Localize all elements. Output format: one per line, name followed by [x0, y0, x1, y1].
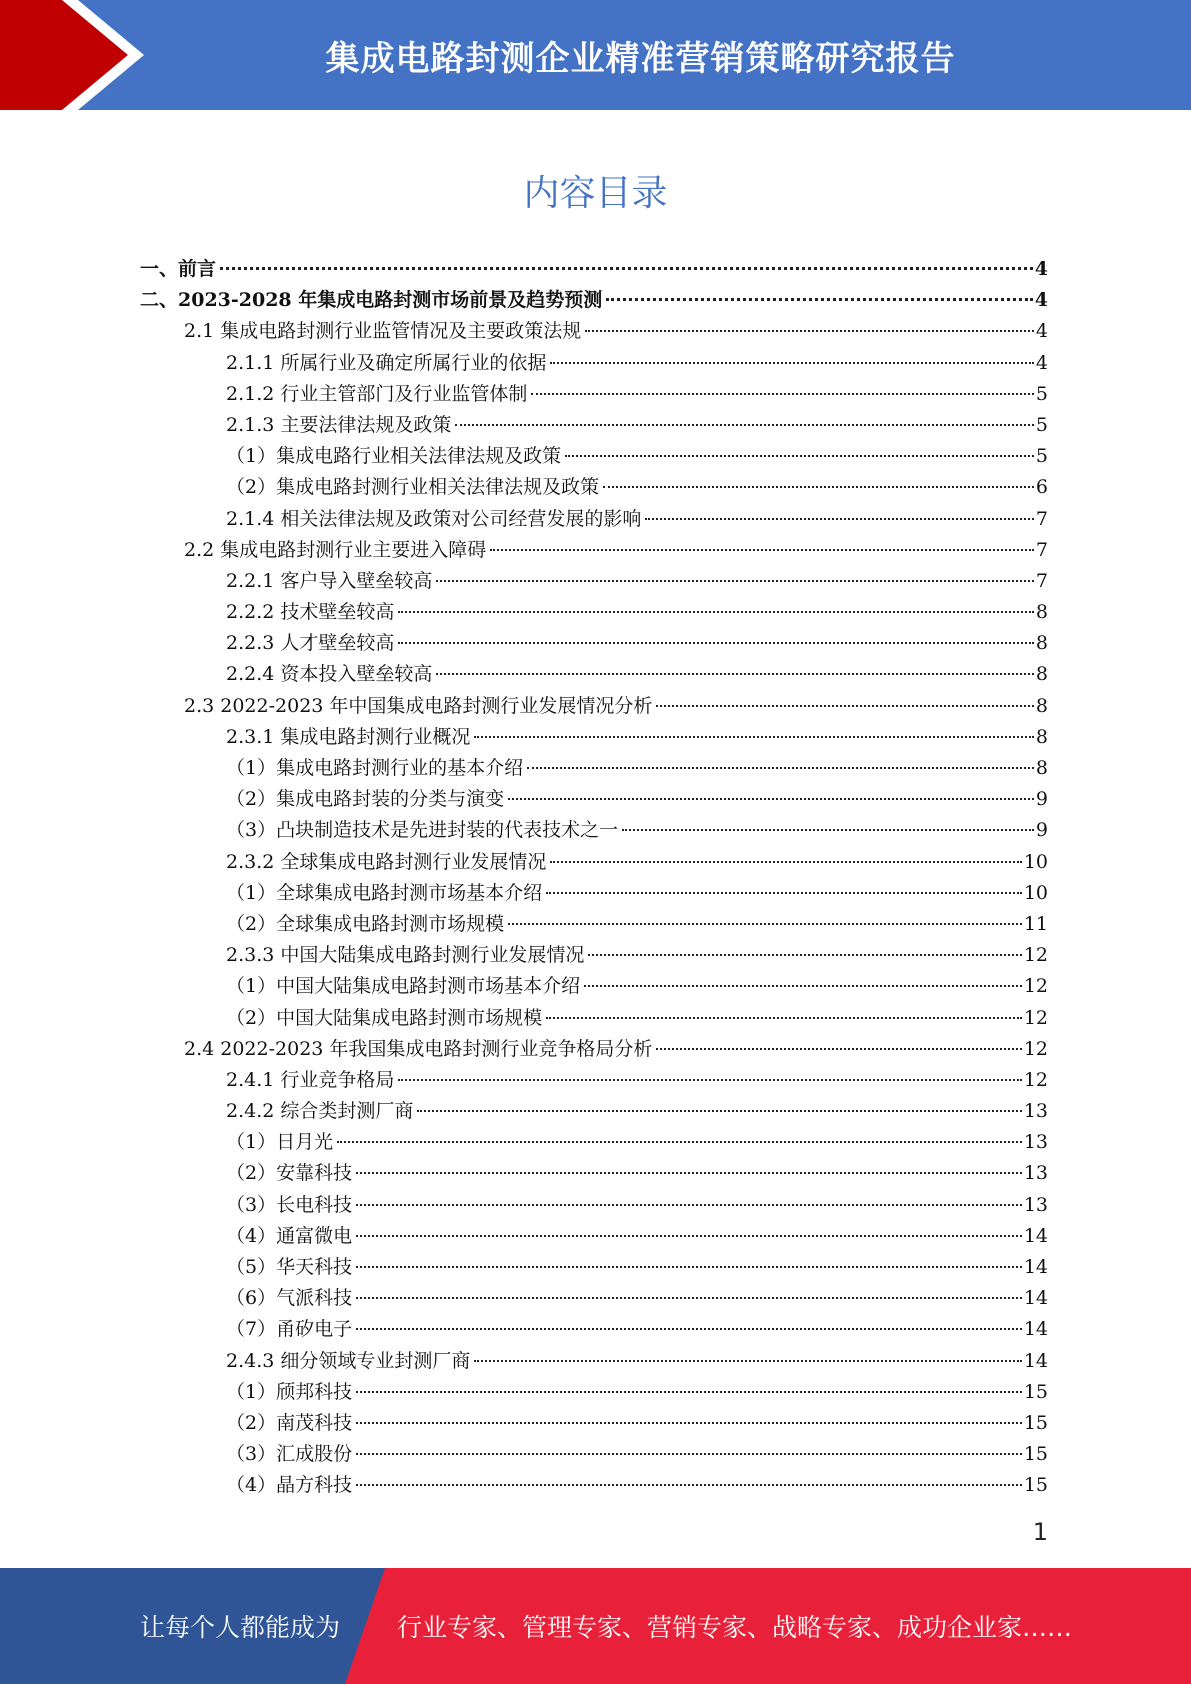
toc-entry-page: 14	[1023, 1256, 1048, 1278]
toc-dot-leader	[455, 424, 1034, 426]
toc-entry-title: 2.1.3 主要法律法规及政策	[226, 413, 452, 436]
toc-entry[interactable]	[140, 1096, 1048, 1127]
toc-dot-leader	[588, 954, 1021, 956]
toc-entry[interactable]	[140, 722, 1048, 753]
toc-entry[interactable]	[140, 254, 1048, 285]
toc-entry[interactable]	[140, 1127, 1048, 1158]
toc-entry[interactable]	[140, 1158, 1048, 1189]
toc-entry-title: 2.3.1 集成电路封测行业概况	[226, 725, 471, 748]
toc-entry[interactable]	[140, 1003, 1048, 1034]
toc-entry-page: 5	[1035, 445, 1048, 468]
toc-dot-leader	[398, 611, 1034, 613]
toc-entry-page: 14	[1023, 1318, 1048, 1341]
toc-dot-leader	[356, 1484, 1022, 1486]
toc-entry[interactable]	[140, 1065, 1048, 1096]
toc-entry[interactable]	[140, 566, 1048, 597]
toc-dot-leader	[356, 1204, 1022, 1206]
toc-dot-leader	[356, 1422, 1022, 1424]
toc-entry-page: 4	[1035, 351, 1048, 374]
toc-entry[interactable]	[140, 628, 1048, 659]
toc-entry-page: 8	[1035, 725, 1048, 748]
toc-entry[interactable]	[140, 535, 1048, 566]
toc-entry[interactable]	[140, 815, 1048, 846]
toc-entry-title: 2.2.1 客户导入壁垒较高	[226, 569, 433, 592]
report-title: 集成电路封测企业精准营销策略研究报告	[325, 38, 956, 79]
toc-dot-leader	[546, 892, 1022, 894]
toc-entry[interactable]	[140, 597, 1048, 628]
toc-dot-leader	[550, 861, 1021, 863]
toc-dot-leader	[585, 330, 1034, 332]
footer-slogan-left: 让每个人都能成为	[140, 1613, 341, 1642]
toc-entry-page: 9	[1035, 819, 1048, 842]
toc-entry-title: （2）集成电路封装的分类与演变	[226, 788, 505, 811]
toc-entry-page: 8	[1035, 601, 1048, 624]
toc-dot-leader	[531, 393, 1034, 395]
toc-entry-title: （2）安靠科技	[226, 1162, 353, 1185]
toc-dot-leader	[546, 1017, 1022, 1019]
toc-entry-title: 2.2.2 技术壁垒较高	[226, 601, 395, 624]
toc-dot-leader	[398, 1079, 1021, 1081]
toc-entry-title: 2.3.3 中国大陆集成电路封测行业发展情况	[226, 944, 585, 967]
toc-entry-title: （2）中国大陆集成电路封测市场规模	[226, 1006, 543, 1029]
toc-entry[interactable]	[140, 1034, 1048, 1065]
toc-entry-page: 15	[1023, 1380, 1048, 1403]
toc-dot-leader	[550, 362, 1034, 364]
toc-entry-page: 13	[1023, 1162, 1048, 1185]
toc-entry[interactable]	[140, 1252, 1048, 1283]
toc-entry[interactable]	[140, 1377, 1048, 1408]
toc-entry-title: 2.4.1 行业竞争格局	[226, 1068, 395, 1091]
toc-dot-leader	[356, 1172, 1022, 1174]
toc-dot-leader	[606, 298, 1033, 301]
toc-entry[interactable]	[140, 316, 1048, 347]
toc-dot-leader	[622, 829, 1034, 831]
toc-entry[interactable]	[140, 285, 1048, 316]
footer-slogan-right: 行业专家、管理专家、营销专家、战略专家、成功企业家……	[397, 1613, 1073, 1642]
toc-entry-title: 2.1 集成电路封测行业监管情况及主要政策法规	[184, 320, 582, 343]
toc-entry-page: 15	[1023, 1443, 1048, 1466]
toc-dot-leader	[565, 455, 1034, 457]
toc-entry-page: 7	[1035, 538, 1048, 561]
toc-entry-title: 2.3 2022-2023 年中国集成电路封测行业发展情况分析	[184, 694, 653, 717]
toc-entry-title: （1）日月光	[226, 1131, 334, 1154]
toc-dot-leader	[584, 985, 1022, 987]
toc-entry[interactable]	[140, 1346, 1048, 1377]
toc-entry[interactable]	[140, 348, 1048, 379]
toc-entry-title: （5）华天科技	[226, 1256, 353, 1278]
toc-entry[interactable]	[140, 847, 1048, 878]
toc-entry-title: 2.2 集成电路封测行业主要进入障碍	[184, 538, 487, 561]
toc-entry-page: 8	[1035, 757, 1048, 779]
toc-entry-page: 14	[1023, 1287, 1048, 1310]
toc-entry[interactable]	[140, 940, 1048, 971]
toc-entry[interactable]	[140, 659, 1048, 690]
footer-banner	[0, 1568, 1191, 1684]
toc-entry-title: 2.4 2022-2023 年我国集成电路封测行业竞争格局分析	[184, 1037, 653, 1060]
toc-dot-leader	[356, 1391, 1022, 1393]
toc-entry[interactable]	[140, 691, 1048, 722]
toc-entry-page: 6	[1035, 476, 1048, 499]
toc-entry[interactable]	[140, 909, 1048, 940]
toc-entry[interactable]	[140, 1314, 1048, 1345]
toc-entry[interactable]	[140, 379, 1048, 410]
toc-dot-leader	[436, 673, 1034, 675]
toc-dot-leader	[656, 705, 1033, 707]
toc-entry-title: （1）全球集成电路封测市场基本介绍	[226, 881, 543, 904]
toc-entry-page: 10	[1023, 850, 1048, 873]
toc-dot-leader	[356, 1453, 1022, 1455]
toc-entry-title: 一、前言	[140, 258, 217, 280]
toc-entry-page: 8	[1035, 632, 1048, 655]
toc-dot-leader	[356, 1235, 1022, 1237]
toc-entry[interactable]	[140, 472, 1048, 503]
toc-entry-page: 5	[1035, 382, 1048, 405]
toc-entry-page: 15	[1023, 1411, 1048, 1434]
toc-entry[interactable]	[140, 1283, 1048, 1314]
toc-dot-leader	[474, 1360, 1021, 1362]
toc-entry[interactable]	[140, 1190, 1048, 1221]
toc-dot-leader	[417, 1110, 1021, 1112]
toc-entry-title: （1）中国大陆集成电路封测市场基本介绍	[226, 975, 581, 998]
toc-entry-title: （2）南茂科技	[226, 1411, 353, 1434]
toc-entry-page: 12	[1023, 1037, 1048, 1060]
toc-entry-page: 13	[1023, 1193, 1048, 1216]
toc-dot-leader	[603, 486, 1034, 488]
toc-dot-leader	[356, 1328, 1022, 1330]
toc-entry-title: 2.2.3 人才壁垒较高	[226, 632, 395, 655]
table-of-contents	[140, 254, 1048, 1502]
toc-entry-title: 2.4.2 综合类封测厂商	[226, 1100, 414, 1123]
toc-entry-title: （3）汇成股份	[226, 1443, 353, 1466]
toc-entry-title: （1）集成电路封测行业的基本介绍	[226, 757, 524, 779]
toc-entry-title: （2）集成电路封测行业相关法律法规及政策	[226, 476, 600, 499]
toc-entry-title: （3）长电科技	[226, 1193, 353, 1216]
toc-entry[interactable]	[140, 1439, 1048, 1470]
toc-entry-title: 2.1.2 行业主管部门及行业监管体制	[226, 382, 528, 405]
toc-dot-leader	[508, 923, 1022, 925]
toc-entry-title: （3）凸块制造技术是先进封装的代表技术之一	[226, 819, 619, 842]
toc-entry[interactable]	[140, 504, 1048, 535]
chevron-arrow-icon	[0, 0, 160, 110]
toc-entry[interactable]	[140, 1221, 1048, 1252]
toc-entry-page: 13	[1023, 1131, 1048, 1154]
toc-dot-leader	[337, 1141, 1022, 1143]
toc-dot-leader	[436, 580, 1034, 582]
toc-entry-title: 2.1.1 所属行业及确定所属行业的依据	[226, 351, 547, 374]
toc-dot-leader	[645, 518, 1034, 520]
toc-entry[interactable]	[140, 878, 1048, 909]
report-header	[0, 0, 1191, 110]
toc-entry-page: 4	[1034, 258, 1048, 280]
toc-entry-title: （4）晶方科技	[226, 1474, 353, 1497]
toc-title: 内容目录	[523, 173, 668, 214]
toc-entry-title: 2.2.4 资本投入壁垒较高	[226, 663, 433, 686]
toc-entry[interactable]	[140, 753, 1048, 784]
toc-entry-title: 2.4.3 细分领域专业封测厂商	[226, 1349, 471, 1372]
toc-entry-page: 14	[1023, 1349, 1048, 1372]
toc-entry[interactable]	[140, 1408, 1048, 1439]
toc-entry-page: 14	[1023, 1224, 1048, 1247]
toc-dot-leader	[356, 1266, 1022, 1268]
toc-entry-page: 10	[1023, 881, 1048, 904]
toc-entry-page: 12	[1023, 944, 1048, 967]
toc-dot-leader	[398, 642, 1034, 644]
toc-entry-title: （7）甬矽电子	[226, 1318, 353, 1341]
toc-entry-title: 二、2023-2028 年集成电路封测市场前景及趋势预测	[140, 289, 603, 312]
toc-dot-leader	[490, 549, 1034, 551]
toc-entry-page: 12	[1023, 1006, 1048, 1029]
toc-entry[interactable]	[140, 1470, 1048, 1501]
toc-entry-page: 9	[1035, 788, 1048, 811]
toc-entry-title: （6）气派科技	[226, 1287, 353, 1310]
toc-dot-leader	[508, 798, 1034, 800]
toc-entry-page: 13	[1023, 1100, 1048, 1123]
toc-entry-page: 7	[1035, 507, 1048, 530]
toc-entry[interactable]	[140, 410, 1048, 441]
toc-entry-page: 11	[1023, 912, 1048, 935]
toc-entry[interactable]	[140, 441, 1048, 472]
toc-entry-page: 4	[1034, 289, 1048, 312]
toc-entry-title: 2.3.2 全球集成电路封测行业发展情况	[226, 850, 547, 873]
toc-entry-page: 8	[1035, 694, 1048, 717]
toc-entry-title: （1）集成电路行业相关法律法规及政策	[226, 445, 562, 468]
toc-entry-page: 12	[1023, 975, 1048, 998]
toc-dot-leader	[474, 736, 1034, 738]
toc-entry-title: 2.1.4 相关法律法规及政策对公司经营发展的影响	[226, 507, 642, 530]
toc-dot-leader	[527, 767, 1034, 769]
toc-entry[interactable]	[140, 784, 1048, 815]
toc-dot-leader	[356, 1297, 1022, 1299]
toc-entry-title: （2）全球集成电路封测市场规模	[226, 912, 505, 935]
toc-entry-title: （4）通富微电	[226, 1224, 353, 1247]
toc-entry-page: 8	[1035, 663, 1048, 686]
toc-entry[interactable]	[140, 971, 1048, 1002]
toc-entry-page: 5	[1035, 413, 1048, 436]
toc-dot-leader	[220, 267, 1033, 270]
toc-entry-page: 4	[1035, 320, 1048, 343]
page-number: 1	[1032, 1518, 1048, 1546]
toc-entry-title: （1）颀邦科技	[226, 1380, 353, 1403]
toc-dot-leader	[656, 1048, 1021, 1050]
toc-entry-page: 15	[1023, 1474, 1048, 1497]
toc-entry-page: 12	[1023, 1068, 1048, 1091]
toc-entry-page: 7	[1035, 569, 1048, 592]
